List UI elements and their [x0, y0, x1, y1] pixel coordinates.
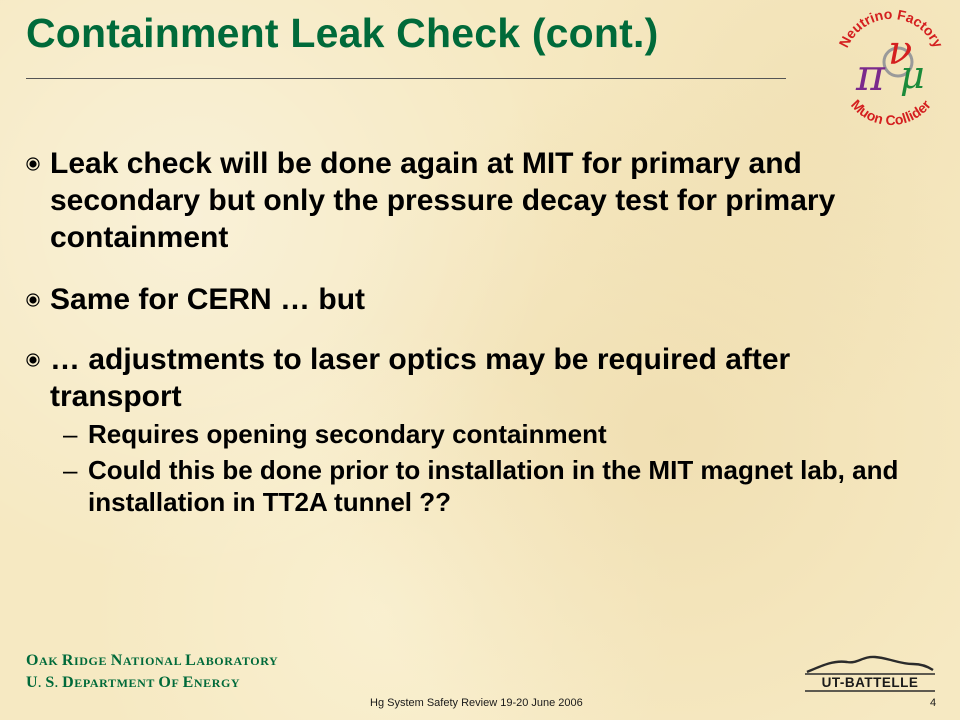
ut-battelle-text: UT-BATTELLE — [821, 675, 919, 690]
org-line-2: U. S. DEPARTMENT OF ENERGY — [26, 674, 241, 691]
bullet-item — [26, 281, 926, 318]
sub-bullet-text: Could this be done prior to installation in the MIT magnet lab, and installation in TT2A tunnel ?? — [88, 455, 899, 517]
bullet-icon — [26, 353, 40, 367]
bullet-icon — [26, 157, 40, 171]
pi-symbol: π — [856, 50, 885, 101]
bullet-item — [26, 145, 926, 256]
mountain-icon — [807, 657, 933, 672]
bullet-text: Leak check will be done again at MIT for primary and secondary but only the pressure decay test for primary containment — [50, 147, 836, 254]
dash-icon: – — [63, 455, 78, 485]
bullet-item — [26, 341, 926, 415]
sub-bullet-item — [26, 418, 926, 450]
sub-bullet-item — [26, 454, 926, 518]
bullet-text: Same for CERN … but — [50, 283, 366, 316]
neutrino-factory-logo — [826, 4, 956, 134]
logo-bottom-text: Muon Collider — [848, 96, 934, 129]
slide-title: Containment Leak Check (cont.) — [26, 10, 659, 56]
nu-symbol: ν — [888, 28, 913, 74]
dash-icon: – — [63, 419, 78, 449]
bullet-icon — [26, 293, 40, 307]
mu-symbol: μ — [900, 53, 925, 97]
logo-top-text: Neutrino Factory — [835, 5, 947, 51]
ornl-doe-footer — [26, 650, 278, 694]
footer-event-text: Hg System Safety Review 19-20 June 2006 — [370, 697, 583, 709]
bullet-text: … adjustments to laser optics may be required after transport — [50, 343, 791, 413]
ut-battelle-logo — [803, 652, 937, 692]
page-number: 4 — [930, 697, 937, 709]
org-line-1: OAK RIDGE NATIONAL LABORATORY — [26, 652, 279, 669]
bullet-list — [26, 145, 926, 518]
sub-bullet-text: Requires opening secondary containment — [88, 419, 607, 449]
title-divider — [26, 78, 786, 79]
